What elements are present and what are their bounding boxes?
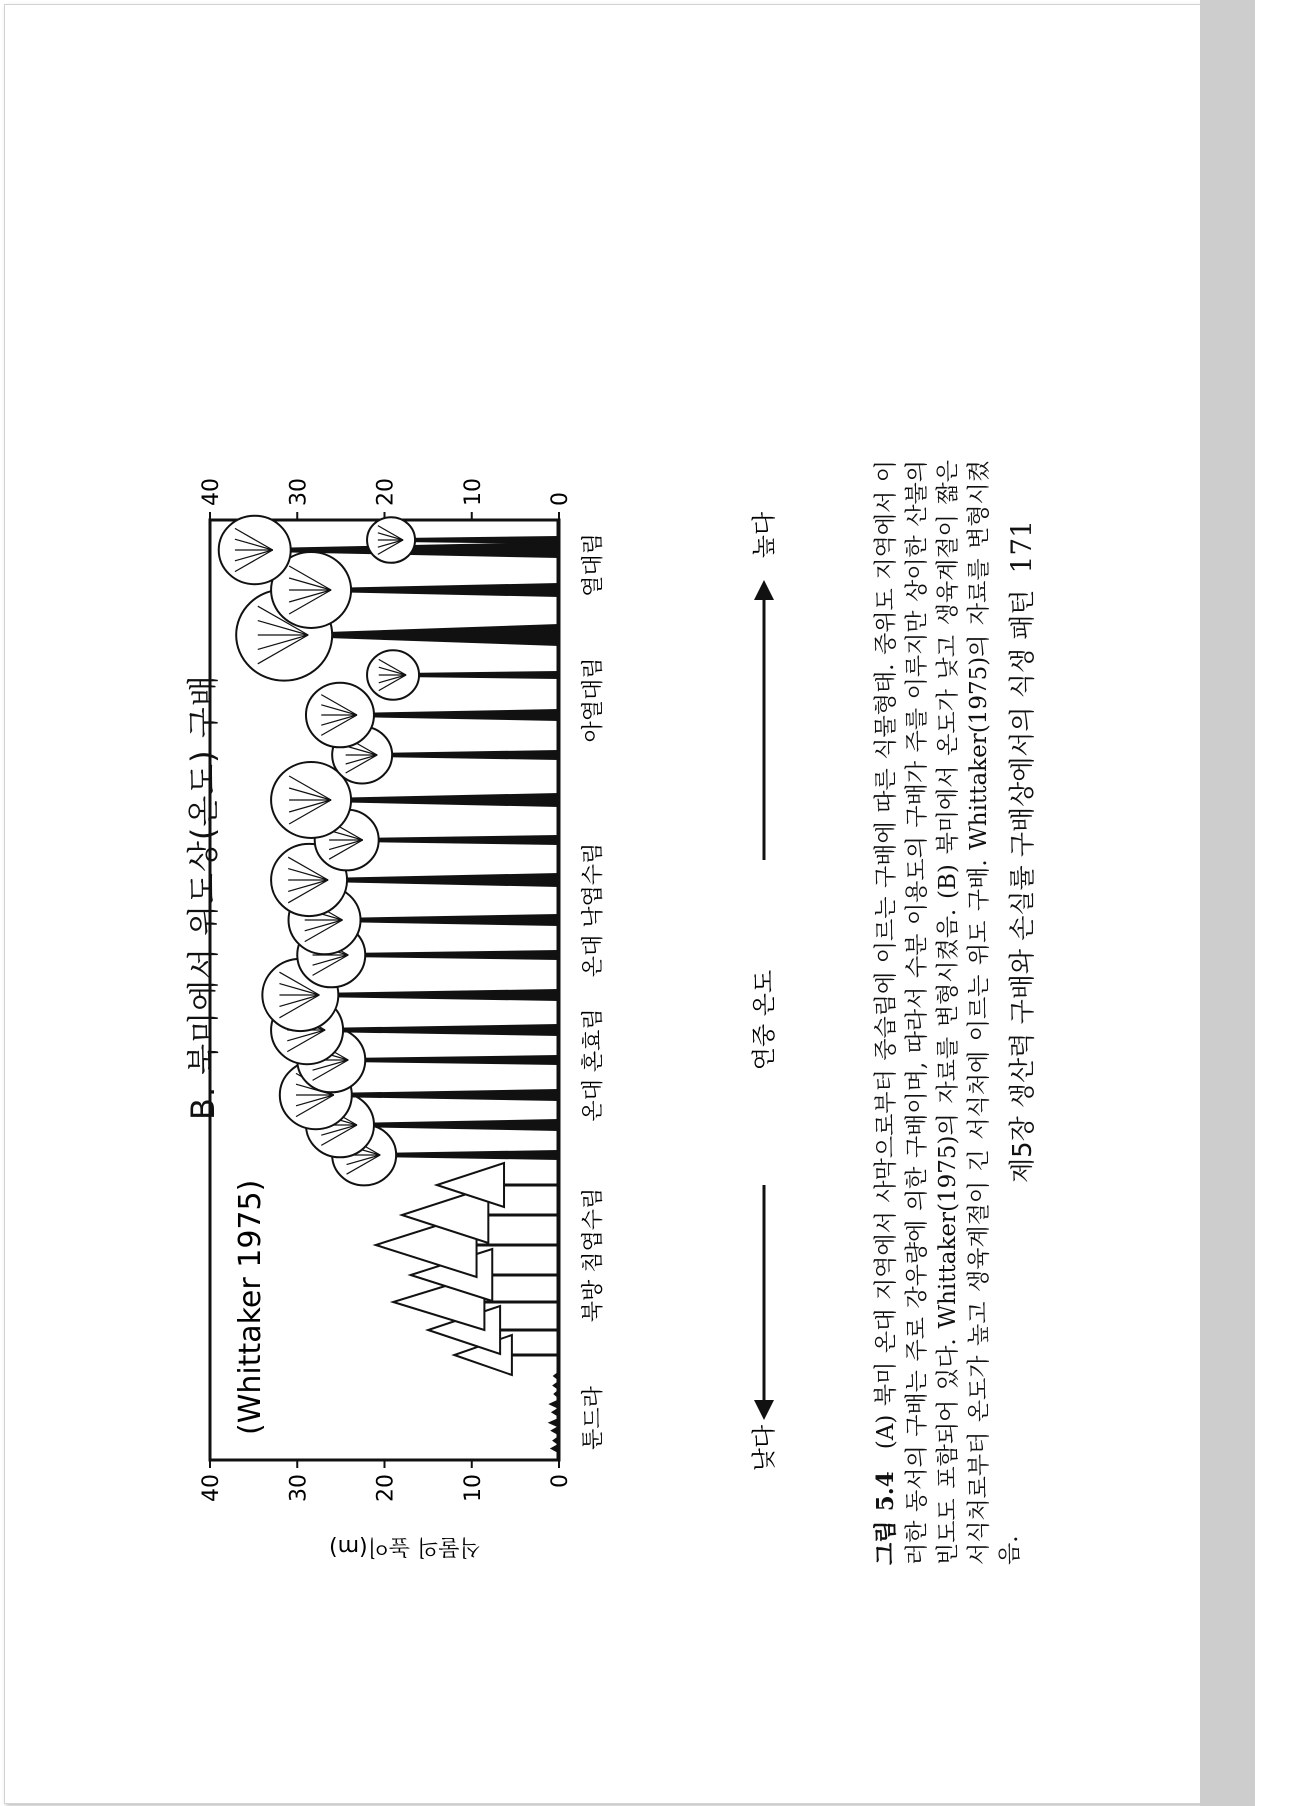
right-axis-ticks bbox=[199, 478, 573, 520]
page-footer bbox=[1002, 520, 1039, 1700]
tree-trunk bbox=[401, 671, 559, 679]
biome-label: 툰드라 bbox=[581, 1386, 606, 1450]
gradient-high-label: 높다 bbox=[750, 511, 778, 559]
gradient-arrowhead-left bbox=[754, 1400, 774, 1420]
page-number: 171 bbox=[1005, 520, 1038, 574]
tree-trunk bbox=[398, 536, 559, 544]
tree-trunk bbox=[350, 709, 559, 721]
tree-trunk bbox=[323, 583, 559, 597]
biome-label: 온대 낙엽수림 bbox=[581, 842, 606, 978]
caption-number: 그림 5.4 bbox=[872, 1471, 899, 1565]
figure-chart bbox=[160, 160, 870, 1700]
source-label: (Whittaker 1975) bbox=[233, 1179, 268, 1435]
tree-trunk bbox=[335, 914, 559, 926]
rotated-page-content bbox=[160, 160, 1060, 1700]
y-tick-label-right: 0 bbox=[548, 492, 573, 506]
tree-trunk bbox=[320, 873, 559, 887]
biome-label: 아열대림 bbox=[581, 657, 606, 743]
y-tick-label-right: 20 bbox=[373, 478, 399, 506]
tree-trunk bbox=[299, 624, 559, 646]
y-tick-label-left: 20 bbox=[373, 1474, 399, 1502]
vegetation-profile bbox=[219, 516, 559, 1460]
caption-text: (A) 북미 온대 지역에서 사막으로부터 중습림에 이르는 구배에 따른 식물형태. 중위도 지역에서 이러한 동서의 구배는 주로 강우량에 의한 구배이며, 따라서 수분 이용도의 구배가 주를 이루지만 상이한 산불의 빈도도 포함되어 있다. Whittaker(1975)의 자료를 변형시켰음. (B) 북미에서 온도가 낮고 생육계절이 짧은 서식처로부터 온도가 높고 생육계절이 긴 서식처에 이르는 위도 구배. Whittaker(1975)의 자료를 변형시켰음. bbox=[873, 460, 1023, 1565]
tree-trunk bbox=[323, 793, 559, 807]
y-tick-label-right: 10 bbox=[460, 478, 486, 506]
tree-trunk bbox=[374, 1150, 559, 1160]
figure-title: 북미에서 위도상(온도) 구배 bbox=[184, 674, 222, 1075]
y-tick-label-left: 40 bbox=[199, 1474, 224, 1502]
panel-label: B. bbox=[184, 1085, 222, 1120]
tree-trunk bbox=[341, 950, 559, 960]
y-axis-label: 식물의 높이(m) bbox=[329, 1534, 481, 1559]
left-axis-ticks bbox=[199, 1460, 573, 1502]
tree-trunk bbox=[371, 750, 559, 760]
y-tick-label-left: 30 bbox=[286, 1474, 312, 1502]
page-edge bbox=[1200, 0, 1255, 1806]
gradient-low-label: 낮다 bbox=[750, 1424, 778, 1472]
gradient-arrowhead-right bbox=[754, 580, 774, 600]
tree-trunk bbox=[356, 835, 559, 845]
biome-label: 북방 침엽수림 bbox=[581, 1187, 606, 1323]
y-tick-label-right: 40 bbox=[199, 478, 224, 506]
biome-label: 열대림 bbox=[581, 533, 606, 597]
y-tick-label-left: 10 bbox=[460, 1474, 486, 1502]
running-head: 제5장 생산력 구배와 손실률 구배상에서의 식생 패턴 bbox=[1008, 589, 1038, 1184]
y-tick-label-left: 0 bbox=[548, 1474, 573, 1488]
tree-trunk bbox=[341, 1055, 559, 1065]
y-tick-label-right: 30 bbox=[286, 478, 312, 506]
tree-trunk bbox=[312, 989, 559, 1001]
biome-label: 온대 혼효림 bbox=[581, 1008, 606, 1122]
tree-trunk bbox=[318, 1024, 559, 1036]
gradient-axis-label: 연중 온도 bbox=[750, 969, 778, 1071]
biome-labels bbox=[581, 533, 606, 1450]
